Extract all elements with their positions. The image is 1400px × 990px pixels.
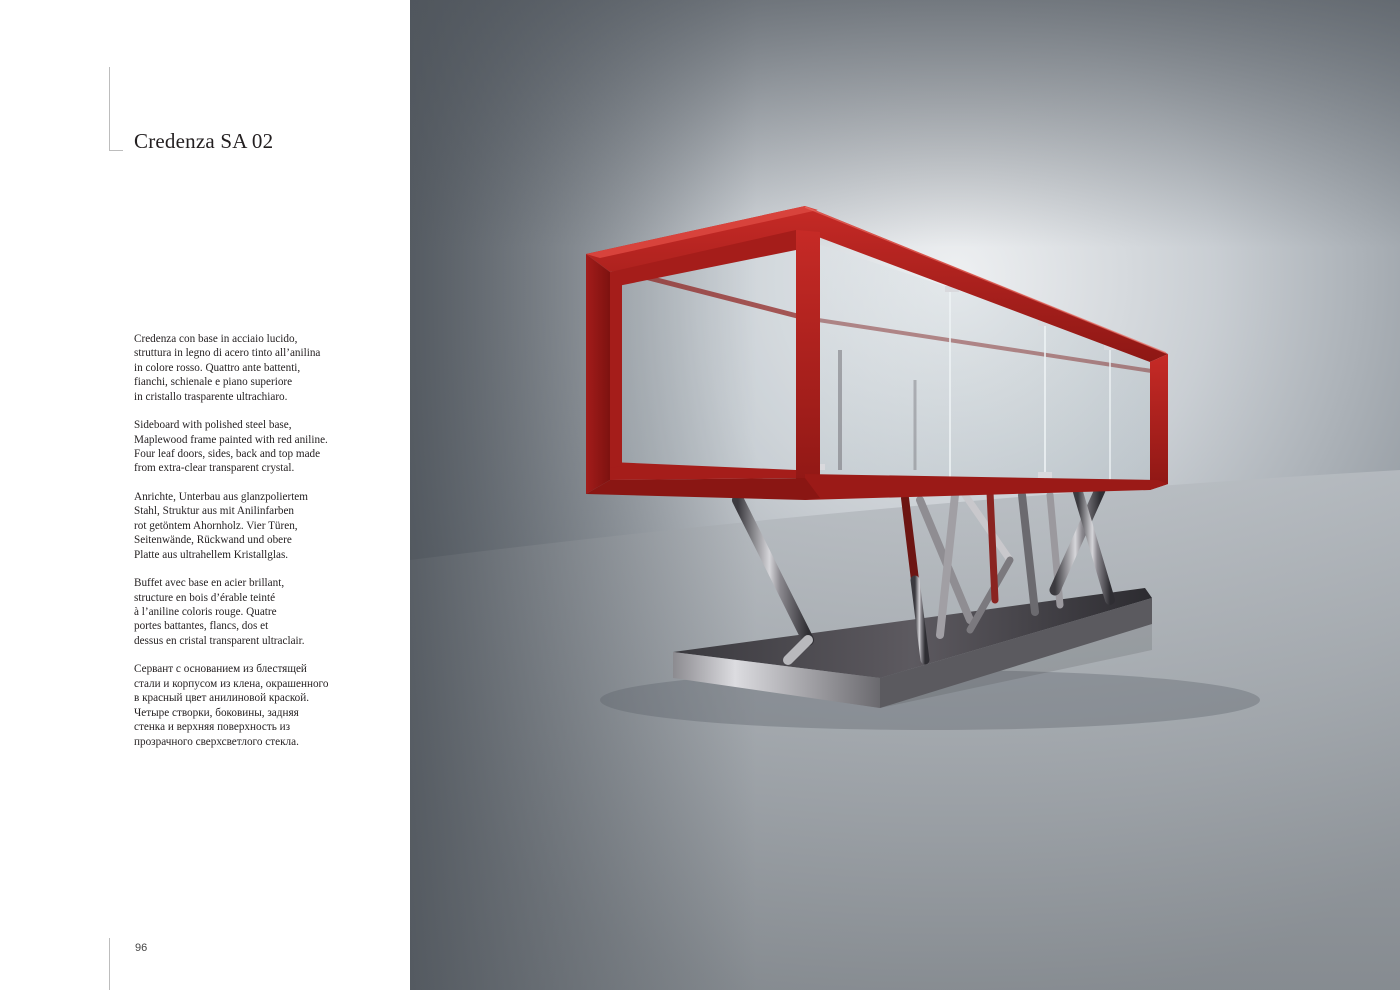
- description-english: Sideboard with polished steel base, Maplewood frame painted with red aniline. Four leaf doors, sides, back and top made from extra-clear transparent crystal.: [134, 419, 328, 475]
- title-rule-horizontal: [109, 150, 123, 151]
- product-description: [134, 332, 384, 763]
- title-rule-vertical: [109, 67, 110, 151]
- page-number: 96: [135, 942, 148, 954]
- description-german: Anrichte, Unterbau aus glanzpoliertem Stahl, Struktur aus mit Anilinfarben rot getöntem Ahornholz. Vier Türen, Seitenwände, Rückwand und obere Platte aus ultrahellem Kristallglas.: [134, 491, 308, 561]
- description-italian: Credenza con base in acciaio lucido, struttura in legno di acero tinto all’anilina in colore rosso. Quattro ante battenti, fianchi, schienale e piano superiore in cristallo trasparente ultrachiaro.: [134, 333, 321, 403]
- folio-rule: [109, 938, 110, 990]
- product-photo: [410, 0, 1400, 990]
- text-page: [0, 0, 410, 990]
- product-title: Credenza SA 02: [134, 129, 274, 153]
- description-russian: Сервант с основанием из блестящей стали и корпусом из клена, окрашенного в красный цвет анилиновой краской. Четыре створки, боковины, задняя стенка и верхняя поверхность из прозрачного сверхсветлого стекла.: [134, 663, 329, 748]
- description-french: Buffet avec base en acier brillant, structure en bois d’érable teinté à l’aniline coloris rouge. Quatre portes battantes, flancs, dos et dessus en cristal transparent ultraclair.: [134, 577, 305, 647]
